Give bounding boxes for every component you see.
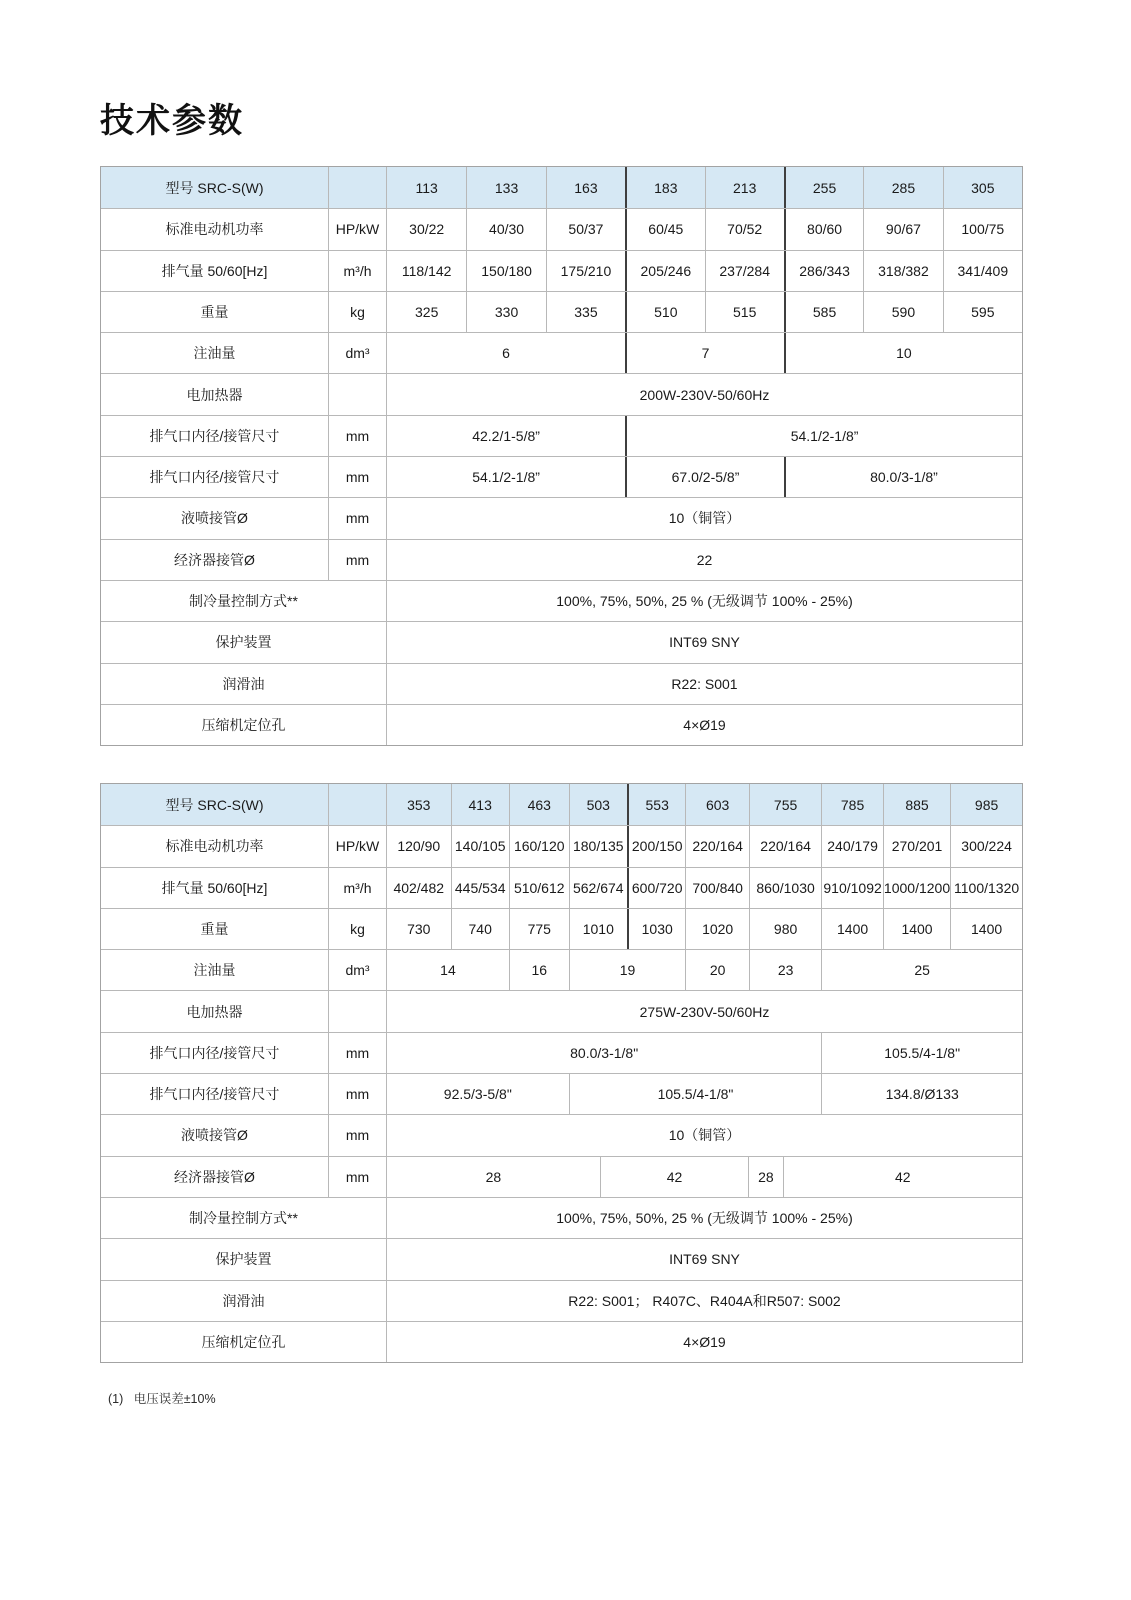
model-column-header: 985 (950, 784, 1022, 825)
value-cell: 6 (502, 345, 510, 362)
value-cell: 16 (509, 950, 569, 990)
value-cell: 42 (600, 1157, 749, 1197)
value-cell: 286/343 (784, 251, 863, 291)
value-cell: 10（铜管） (668, 510, 741, 527)
value-cell: 330 (466, 292, 545, 332)
row-values (386, 1281, 1022, 1321)
model-column-header: 603 (685, 784, 749, 825)
value-cell: 42.2/1-5/8” (472, 427, 540, 444)
row-unit: mm (328, 457, 386, 497)
model-column-header: 305 (943, 167, 1022, 208)
row-unit: mm (328, 416, 386, 456)
table-row (101, 825, 1022, 866)
row-label: 制冷量控制方式** (189, 1210, 298, 1227)
row-label: 压缩机定位孔 (201, 1333, 286, 1350)
value-cell: 700/840 (685, 868, 749, 908)
row-label: 型号 SRC-S(W) (165, 179, 264, 196)
value-cell: 220/164 (685, 826, 749, 866)
model-column-header: 553 (627, 784, 685, 825)
table-row (101, 908, 1022, 949)
row-values (386, 1033, 1022, 1073)
table-row (101, 990, 1022, 1031)
table-row (101, 373, 1022, 414)
row-label: 润滑油 (222, 675, 265, 692)
row-unit: kg (328, 292, 386, 332)
value-cell: 105.5/4-1/8" (821, 1033, 1022, 1073)
table-row (101, 1238, 1022, 1279)
value-cell: 80.0/3-1/8" (570, 1044, 639, 1061)
value-cell: 1400 (950, 909, 1022, 949)
value-cell: 341/409 (943, 251, 1022, 291)
value-cell: 275W-230V-50/60Hz (639, 1003, 770, 1020)
value-cell: 134.8/Ø133 (821, 1074, 1022, 1114)
value-cell: 1000/1200 (883, 868, 950, 908)
model-column-header: 785 (821, 784, 883, 825)
row-values (386, 1322, 1022, 1362)
row-values (386, 826, 1022, 866)
value-cell: 590 (863, 292, 942, 332)
row-label: 排气口内径/接管尺寸 (149, 427, 280, 444)
value-cell: 118/142 (401, 262, 452, 279)
value-cell: 100%, 75%, 50%, 25 % (无级调节 100% - 25%) (556, 1210, 853, 1227)
row-values (386, 581, 1022, 621)
value-cell: 10 (784, 333, 1022, 373)
row-values (386, 622, 1022, 662)
row-values (386, 705, 1022, 745)
value-cell: 70/52 (705, 209, 784, 249)
value-cell: 28 (485, 1168, 502, 1185)
row-unit: HP/kW (328, 209, 386, 249)
row-label: 注油量 (193, 345, 236, 362)
value-cell: 1020 (685, 909, 749, 949)
value-cell: 318/382 (863, 251, 942, 291)
table-header-row (101, 167, 1022, 208)
model-column-header: 163 (546, 167, 625, 208)
row-unit: mm (328, 1033, 386, 1073)
row-unit (328, 374, 386, 414)
row-label: 电加热器 (186, 1003, 243, 1020)
value-cell: 4×Ø19 (683, 716, 726, 733)
value-cell: 860/1030 (749, 868, 821, 908)
row-values (386, 416, 1022, 456)
value-cell: 585 (784, 292, 863, 332)
value-cell: 300/224 (950, 826, 1022, 866)
value-cell: R22: S001 (671, 675, 738, 692)
table-row (101, 704, 1022, 745)
value-cell: 402/482 (393, 879, 445, 896)
value-cell: 1030 (627, 909, 685, 949)
row-values (386, 950, 1022, 990)
value-cell: 740 (451, 909, 509, 949)
row-values (386, 1198, 1022, 1238)
value-cell: 140/105 (451, 826, 509, 866)
value-cell: 730 (407, 920, 431, 937)
row-label: 排气口内径/接管尺寸 (149, 469, 280, 486)
row-values (386, 784, 1022, 825)
table-row (101, 539, 1022, 580)
value-cell: 54.1/2-1/8” (625, 416, 1022, 456)
model-column-header: 133 (466, 167, 545, 208)
value-cell: 200/150 (627, 826, 685, 866)
table-row (101, 1280, 1022, 1321)
value-cell: 90/67 (863, 209, 942, 249)
row-label: 经济器接管Ø (174, 551, 255, 568)
row-unit: kg (328, 909, 386, 949)
row-unit: mm (328, 1157, 386, 1197)
row-values (386, 1157, 1022, 1197)
value-cell: 240/179 (821, 826, 883, 866)
row-label: 电加热器 (186, 386, 243, 403)
value-cell: 14 (440, 962, 456, 979)
value-cell: 445/534 (451, 868, 509, 908)
model-column-header: 503 (569, 784, 627, 825)
row-label: 标准电动机功率 (165, 221, 264, 238)
table-row (101, 1156, 1022, 1197)
table-row (101, 456, 1022, 497)
row-values (386, 498, 1022, 538)
row-label: 重量 (200, 303, 229, 320)
table-row (101, 1114, 1022, 1155)
table-row (101, 1032, 1022, 1073)
model-column-header: 213 (705, 167, 784, 208)
row-label: 排气量 50/60[Hz] (161, 262, 268, 279)
model-column-header: 353 (407, 796, 431, 813)
model-column-header: 183 (625, 167, 704, 208)
value-cell: 200W-230V-50/60Hz (639, 386, 770, 403)
value-cell: 600/720 (627, 868, 685, 908)
value-cell: 175/210 (546, 251, 625, 291)
value-cell: 92.5/3-5/8" (443, 1086, 512, 1103)
model-column-header: 413 (451, 784, 509, 825)
row-values (386, 664, 1022, 704)
value-cell: R22: S001； R407C、R404A和R507: S002 (568, 1292, 841, 1309)
value-cell: 980 (749, 909, 821, 949)
row-values (386, 333, 1022, 373)
value-cell: 515 (705, 292, 784, 332)
model-column-header: 885 (883, 784, 950, 825)
table-row (101, 291, 1022, 332)
row-label: 注油量 (193, 962, 236, 979)
row-values (386, 991, 1022, 1031)
table-row (101, 867, 1022, 908)
value-cell: 19 (569, 950, 686, 990)
table-row (101, 208, 1022, 249)
value-cell: 42 (783, 1157, 1022, 1197)
row-label: 润滑油 (222, 1292, 265, 1309)
value-cell: 20 (685, 950, 749, 990)
row-values (386, 209, 1022, 249)
row-unit: mm (328, 1115, 386, 1155)
row-values (386, 167, 1022, 208)
value-cell: 40/30 (466, 209, 545, 249)
table-row (101, 621, 1022, 662)
row-values (386, 457, 1022, 497)
value-cell: 80/60 (784, 209, 863, 249)
value-cell: 1010 (569, 909, 627, 949)
value-cell: 4×Ø19 (683, 1333, 726, 1350)
row-values (386, 1074, 1022, 1114)
table-row (101, 1197, 1022, 1238)
value-cell: 1400 (883, 909, 950, 949)
row-label: 压缩机定位孔 (201, 716, 286, 733)
row-label: 排气口内径/接管尺寸 (149, 1086, 280, 1103)
row-label: 排气口内径/接管尺寸 (149, 1044, 280, 1061)
table-row (101, 497, 1022, 538)
row-unit: mm (328, 1074, 386, 1114)
model-column-header: 255 (784, 167, 863, 208)
table-header-row (101, 784, 1022, 825)
value-cell: 160/120 (509, 826, 569, 866)
row-label: 重量 (200, 920, 229, 937)
value-cell: 1100/1320 (950, 868, 1022, 908)
row-unit: m³/h (328, 251, 386, 291)
row-values (386, 292, 1022, 332)
table-row (101, 332, 1022, 373)
value-cell: 1400 (821, 909, 883, 949)
value-cell: 775 (509, 909, 569, 949)
row-values (386, 909, 1022, 949)
table-row (101, 250, 1022, 291)
row-label: 型号 SRC-S(W) (165, 796, 264, 813)
row-unit: mm (328, 498, 386, 538)
row-values (386, 868, 1022, 908)
table-row (101, 415, 1022, 456)
value-cell: 50/37 (546, 209, 625, 249)
value-cell: 510/612 (509, 868, 569, 908)
value-cell: 270/201 (883, 826, 950, 866)
row-label: 排气量 50/60[Hz] (161, 879, 268, 896)
value-cell: 220/164 (749, 826, 821, 866)
value-cell: 54.1/2-1/8” (472, 469, 540, 486)
value-cell: 28 (748, 1157, 782, 1197)
value-cell: 105.5/4-1/8" (569, 1074, 822, 1114)
row-label: 液喷接管Ø (181, 1127, 248, 1144)
row-label: 标准电动机功率 (165, 838, 264, 855)
table-row (101, 580, 1022, 621)
value-cell: 335 (546, 292, 625, 332)
row-label: 液喷接管Ø (181, 510, 248, 527)
page-title: 技术参数 (100, 102, 244, 140)
row-values (386, 251, 1022, 291)
row-values (386, 374, 1022, 414)
value-cell: 25 (821, 950, 1022, 990)
value-cell: 562/674 (569, 868, 627, 908)
row-unit: mm (328, 540, 386, 580)
value-cell: 120/90 (397, 838, 441, 855)
row-label: 保护装置 (215, 1251, 272, 1268)
value-cell: 150/180 (466, 251, 545, 291)
footnote-voltage-tolerance: (1) 电压误差±10% (108, 1392, 216, 1406)
value-cell: INT69 SNY (669, 1251, 740, 1268)
value-cell: INT69 SNY (669, 634, 740, 651)
value-cell: 180/135 (569, 826, 627, 866)
row-unit: HP/kW (328, 826, 386, 866)
value-cell: 595 (943, 292, 1022, 332)
row-label: 保护装置 (215, 634, 272, 651)
table-row (101, 1073, 1022, 1114)
row-label: 经济器接管Ø (174, 1168, 255, 1185)
value-cell: 100%, 75%, 50%, 25 % (无级调节 100% - 25%) (556, 593, 853, 610)
row-values (386, 1239, 1022, 1279)
table-row (101, 949, 1022, 990)
value-cell: 80.0/3-1/8” (784, 457, 1022, 497)
row-unit (328, 784, 386, 825)
row-unit: dm³ (328, 950, 386, 990)
spec-table-src-s-113-305 (100, 166, 1023, 746)
table-row (101, 663, 1022, 704)
value-cell: 67.0/2-5/8” (625, 457, 784, 497)
row-unit: dm³ (328, 333, 386, 373)
table-row (101, 1321, 1022, 1362)
row-unit (328, 991, 386, 1031)
value-cell: 10（铜管） (668, 1127, 741, 1144)
spec-table-src-s-353-985 (100, 783, 1023, 1363)
row-values (386, 1115, 1022, 1155)
row-unit: m³/h (328, 868, 386, 908)
value-cell: 205/246 (625, 251, 704, 291)
row-values (386, 540, 1022, 580)
row-label: 制冷量控制方式** (189, 593, 298, 610)
value-cell: 22 (696, 551, 713, 568)
model-column-header: 755 (749, 784, 821, 825)
model-column-header: 463 (509, 784, 569, 825)
value-cell: 23 (749, 950, 821, 990)
model-column-header: 113 (415, 179, 438, 196)
model-column-header: 285 (863, 167, 942, 208)
value-cell: 100/75 (943, 209, 1022, 249)
value-cell: 910/1092 (821, 868, 883, 908)
value-cell: 60/45 (625, 209, 704, 249)
row-unit (328, 167, 386, 208)
value-cell: 237/284 (705, 251, 784, 291)
value-cell: 325 (415, 303, 439, 320)
value-cell: 30/22 (409, 221, 445, 238)
value-cell: 510 (625, 292, 704, 332)
value-cell: 7 (625, 333, 784, 373)
